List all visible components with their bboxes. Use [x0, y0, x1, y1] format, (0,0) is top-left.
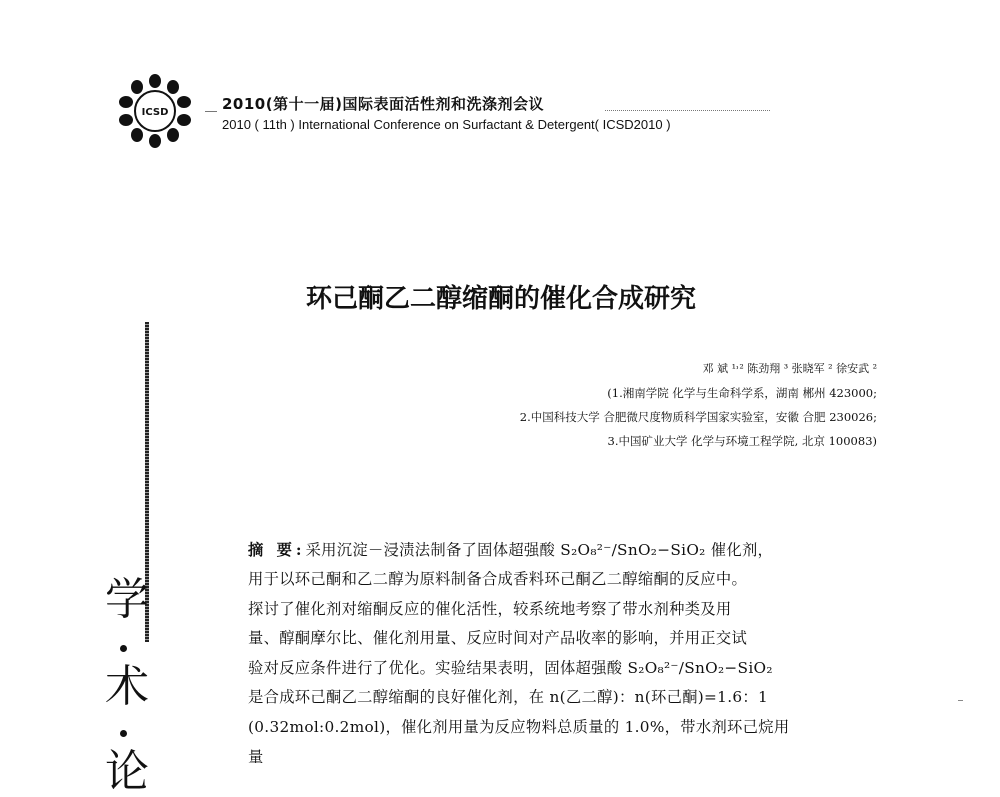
sidebar-char: 论	[105, 746, 149, 797]
header-dotted-rule	[605, 110, 770, 111]
paper-title: 环己酮乙二醇缩酮的催化合成研究	[306, 284, 697, 314]
affiliation-3: 3.中国矿业大学 化学与环境工程学院, 北京 100083)	[607, 434, 877, 448]
sidebar-char: 学	[105, 574, 149, 625]
abstract-line: 量、醇酮摩尔比、催化剂用量、反应时间对产品收率的影响，并用正交试	[248, 629, 748, 647]
abstract-line: 是合成环己酮乙二醇缩酮的良好催化剂，在 n(乙二醇)：n(环己酮)=1.6：1	[248, 688, 769, 706]
paper-authors: 邓 斌 ¹˒² 陈劲翔 ³ 张晓军 ² 徐安武 ²	[702, 362, 877, 375]
abstract-line: (0.32mol:0.2mol)，催化剂用量为反应物料总质量的 1.0%，带水剂环己烷用	[248, 718, 790, 736]
icsd-logo	[118, 74, 192, 148]
affiliation-2: 2.中国科技大学 合肥微尺度物质科学国家实验室，安徽 合肥 230026;	[519, 410, 877, 424]
header-dash	[205, 111, 217, 112]
abstract-line: 量	[248, 748, 264, 766]
abstract-line	[248, 538, 773, 560]
affiliation-1: (1.湘南学院 化学与生命科学系，湖南 郴州 423000;	[607, 386, 877, 400]
abstract-line: 探讨了催化剂对缩酮反应的催化活性，较系统地考察了带水剂种类及用	[248, 600, 732, 618]
abstract-line: 用于以环己酮和乙二醇为原料制备合成香料环己酮乙二醇缩酮的反应中。	[248, 570, 748, 588]
abstract-line: 验对反应条件进行了优化。实验结果表明，固体超强酸 S₂O₈²⁻/SnO₂−SiO₂	[248, 659, 773, 677]
conference-title-en: 2010 ( 11th ) International Conference on Surfactant & Detergent( ICSD2010 )	[222, 117, 671, 132]
scan-mark	[958, 700, 963, 701]
conference-title-zh: 2010(第十一届)国际表面活性剂和洗涤剂会议	[222, 95, 544, 113]
sidebar-dot	[120, 730, 127, 737]
sidebar-char: 术	[105, 661, 149, 712]
sidebar-dot	[120, 645, 127, 652]
logo-text: ICSD	[141, 107, 169, 118]
abstract-text: 采用沉淀－浸渍法制备了固体超强酸 S₂O₈²⁻/SnO₂−SiO₂ 催化剂，	[305, 541, 774, 559]
abstract-label: 摘 要:	[248, 541, 306, 559]
